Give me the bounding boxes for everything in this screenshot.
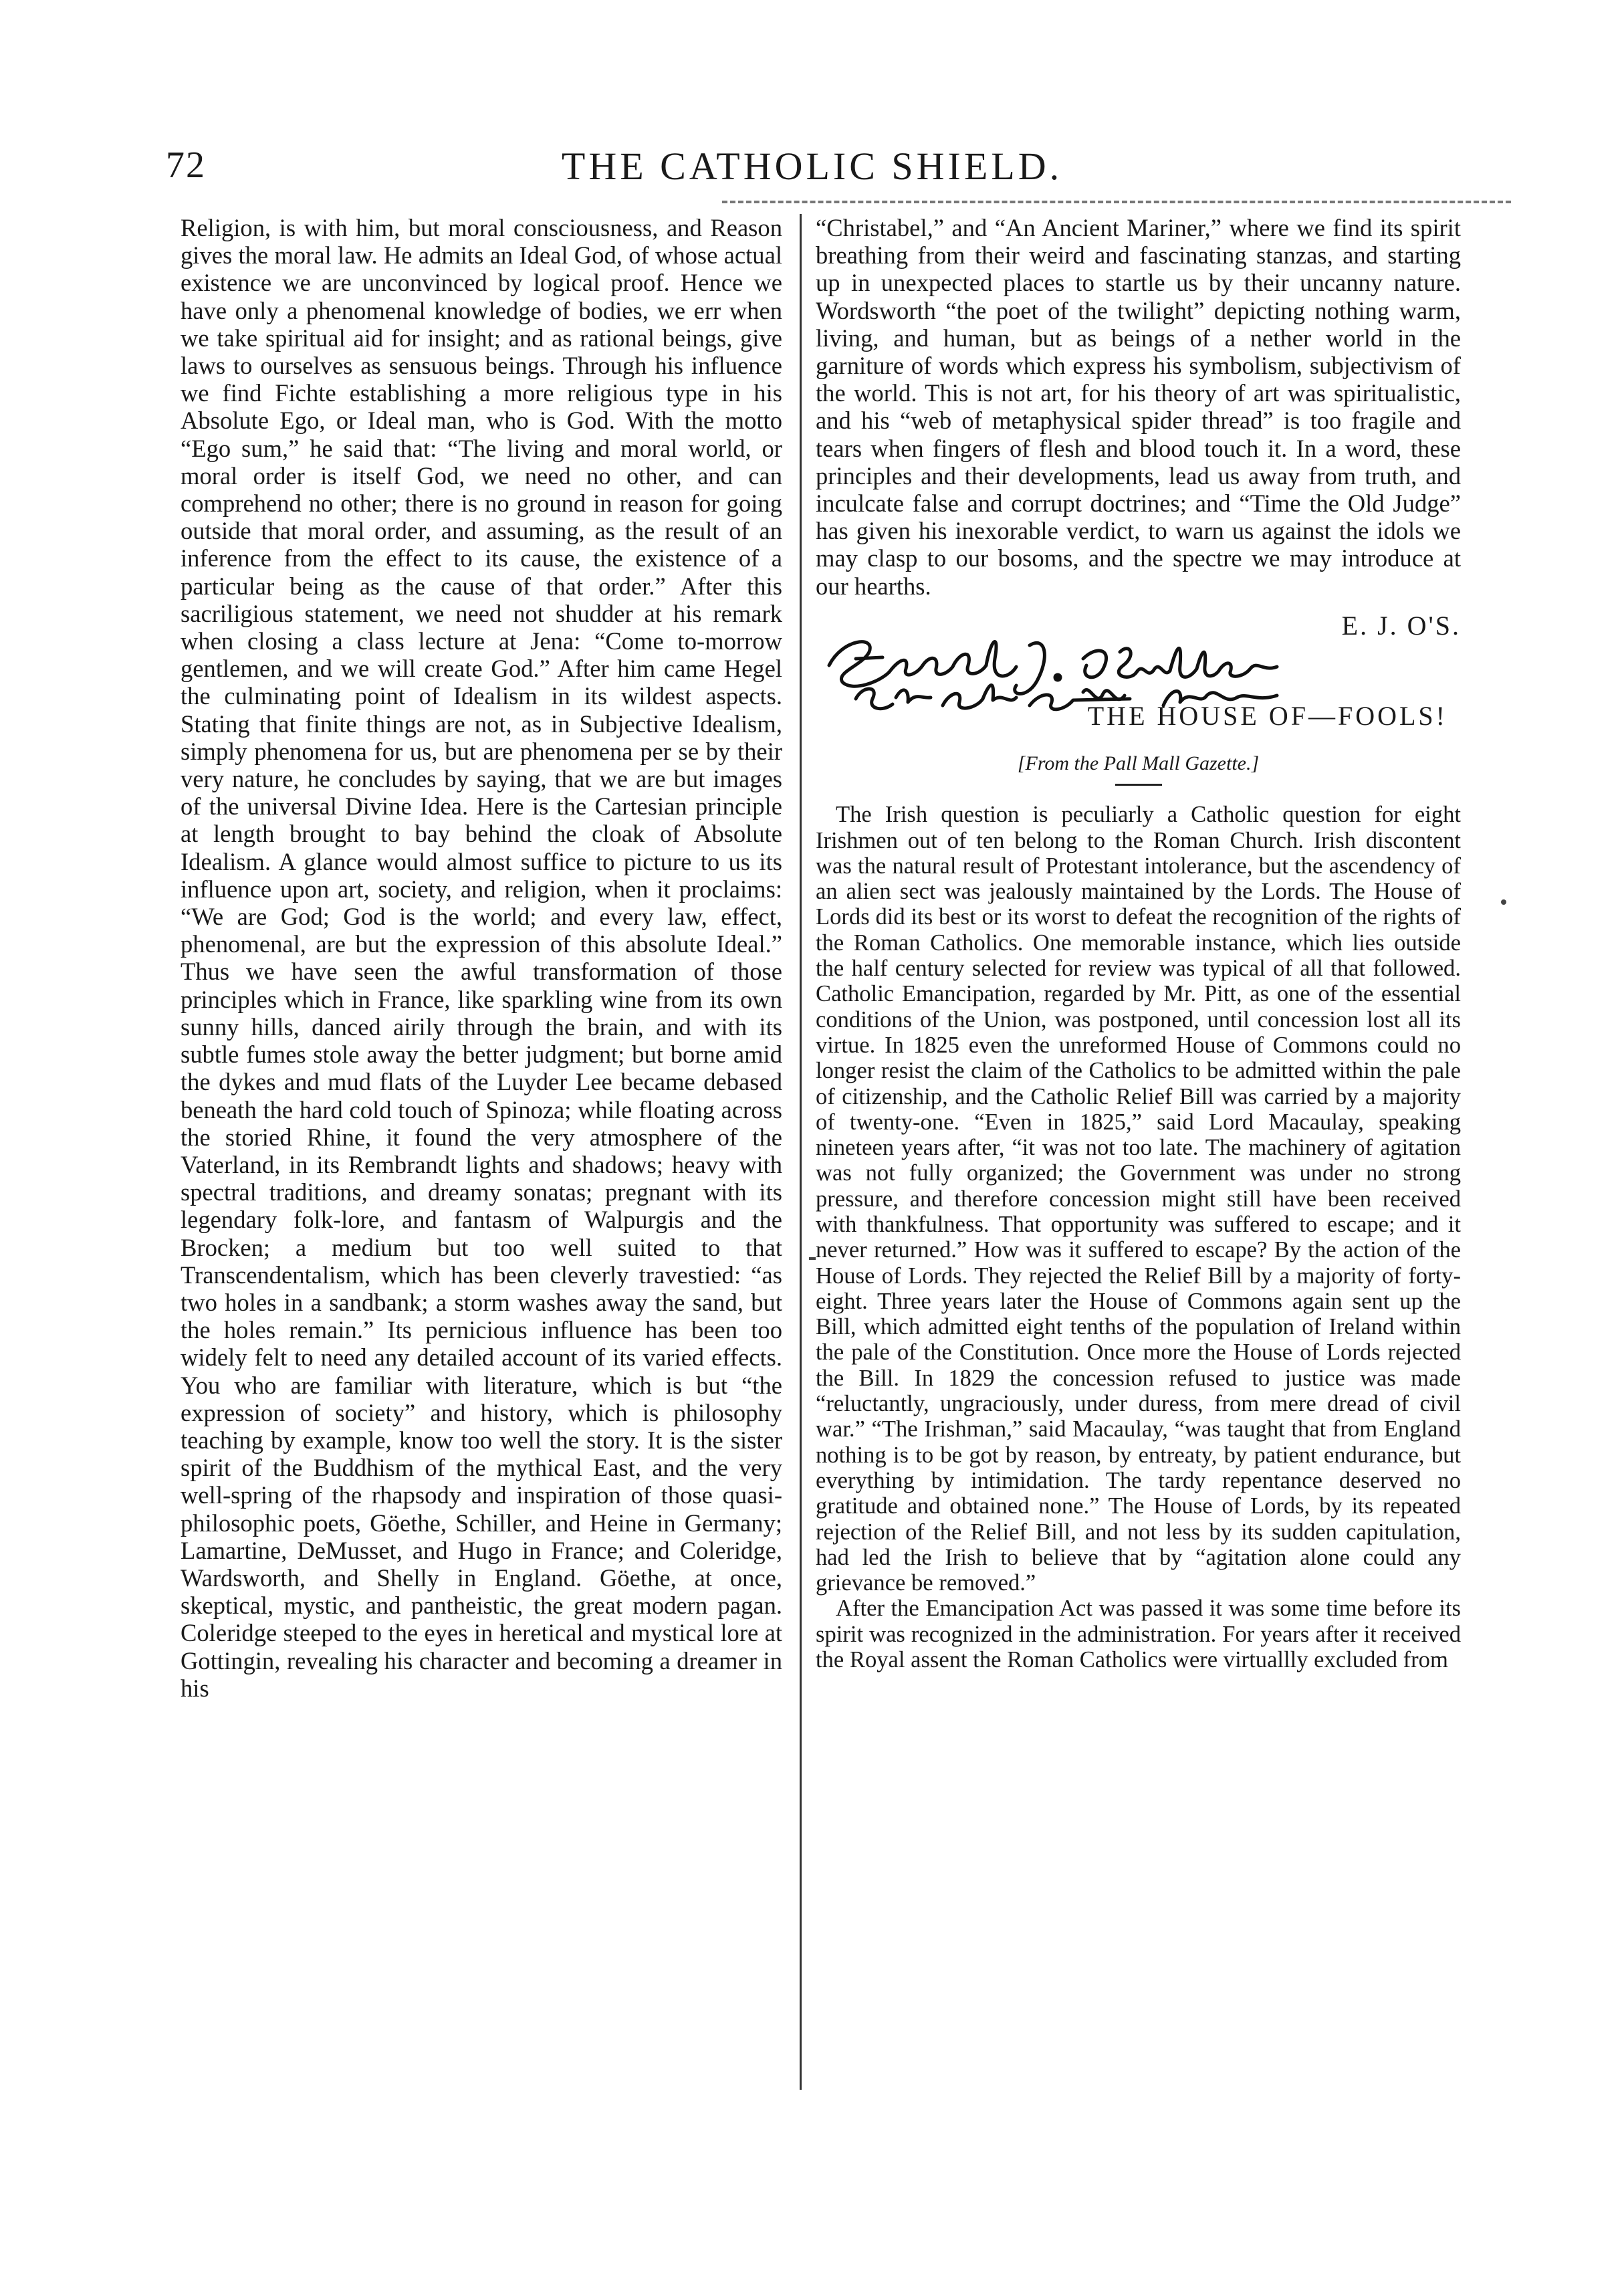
running-title: THE CATHOLIC SHIELD. <box>561 144 1063 188</box>
essay-continuation-paragraph: “Christabel,” and “An Ancient Mariner,” where we find its spirit breathing from their weird and fascinating stanzas, and starting up in unexpected places to startle us by their uncanny nature. Wordsworth “the poet of the twilight” depicting nothing warm, living, and human, but as beings of a nether world in the garniture of words which express his symbolism, subjectivism of the world. This is not art, for his theory of art was spiritualistic, and his “web of metaphysical spider thread” is too fragile and tears when fingers of flesh and blood touch it. In a word, these principles and their developments, lead us away from truth, and inculcate false and corrupt doctrines; and “Time the Old Judge” has given his inexorable verdict, to warn us against the idols we may clasp to our bosoms, and the spectre we may introduce at our hearths. <box>816 214 1461 600</box>
header-rule <box>722 201 1511 203</box>
left-column <box>181 214 782 1702</box>
author-initials: E. J. O'S. <box>1341 610 1461 641</box>
article-title: THE HOUSE OF—FOOLS! <box>1087 700 1447 731</box>
left-column-paragraph: Religion, is with him, but moral consciousness, and Reason gives the moral law. He admits an Ideal God, of whose actual existence we are unconvinced by logical proof. Hence we have only a phenomenal knowledge of bodies, we err when we take spiritual aid for insight; and as rational beings, give laws to ourselves as sensuous beings. Through his influence we find Fichte establishing a more religious type in his Absolute Ego, or Ideal man, who is God. With the motto “Ego sum,” he said that: “The living and moral world, or moral order is itself God, we need no other, and can comprehend no other; there is no ground in reason for going outside that moral order, and assuming, as the result of an inference from the effect to its cause, the existence of a particular being as the cause of that order.” After this sacriligious statement, we need not shudder at his remark when closing a class lecture at Jena: “Come to-morrow gentlemen, and we will create God.” After him came Hegel the culminating point of Idealism in its wildest aspects. Stating that finite things are not, as in Subjective Idealism, simply phenomena for us, but are phenomena per se by their very nature, he concludes by saying, that we are but images of the universal Divine Idea. Here is the Cartesian principle at length brought to bay behind the cloak of Absolute Idealism. A glance would almost suffice to picture to us its influence upon art, society, and religion, when it proclaims: “We are God; God is the world; and every law, effect, phenomenal, are but the expression of this absolute Ideal.” Thus we have seen the awful transformation of those principles which in France, like sparkling wine from its own sunny hills, danced airily through the brain, and with its subtle fumes stole away the better judgment; but borne amid the dykes and mud flats of the Luyder Lee became debased beneath the hard cold touch of Spinoza; while floating across the storied Rhine, it found the very atmosphere of the Vaterland, in its Rembrandt lights and shadows; heavy with spectral traditions, and dreamy sonatas; pregnant with its legendary folk-lore, and fantasm of Walpurgis and the Brocken; a medium but too well suited to that Transcendentalism, which has been cleverly travestied: “as two holes in a sandbank; a storm washes away the sand, but the holes remain.” Its pernicious influence has been too widely felt to need any detailed account of its varied effects. You who are familiar with literature, which is but “the expression of society” and history, which is philosophy teaching by example, know too well the story. It is the sister spirit of the Buddhism of the mythical East, and the very well-spring of the rhapsody and inspiration of those quasi-philosophic poets, Göethe, Schiller, and Heine in Germany; Lamartine, DeMusset, and Hugo in France; and Coleridge, Wardsworth, and Shelly in England. Göethe, at once, skeptical, mystic, and pantheistic, the great modern pagan. Coleridge steeped to the eyes in heretical and mystical lore at Gottingin, revealing his character and becoming a dreamer in his <box>181 214 782 1702</box>
stray-mark <box>809 1257 816 1260</box>
stray-mark <box>1501 899 1506 905</box>
column-divider <box>800 214 802 2090</box>
handwritten-signature <box>816 619 1297 726</box>
page-header <box>0 144 1624 197</box>
right-column <box>816 214 1461 1672</box>
article-paragraph: The Irish question is peculiarly a Catholic question for eight Irishmen out of ten belong to the Roman Church. Irish discontent was the natural result of Protestant intolerance, but the ascendency of an alien sect was jealously maintained by the Lords. The House of Lords did its best or its worst to defeat the recognition of the rights of the Roman Catholics. One memorable instance, which lies outside the half century selected for review was typical of all that followed. Catholic Emancipation, regarded by Mr. Pitt, as one of the essential conditions of the Union, was postponed, until concession lost all its virtue. In 1825 even the unreformed House of Commons could no longer resist the claim of the Catholics to be admitted within the pale of citizenship, and the Catholic Relief Bill was carried by a majority of twenty-one. “Even in 1825,” said Lord Macaulay, speaking nineteen years after, “it was not too late. The machinery of agitation was not fully organized; the Government was under no strong pressure, and therefore concession might still have been received with thankfulness. That opportunity was suffered to escape; and it never returned.” How was it suffered to escape? By the action of the House of Lords. They rejected the Relief Bill by a majority of forty-eight. Three years later the House of Commons again sent up the Bill, which admitted eight tenths of the population of Ireland within the pale of the Constitution. Once more the House of Lords rejected the Bill. In 1829 the concession refused to justice was made “reluctantly, ungraciously, under duress, from mere dread of civil war.” “The Irishman,” said Macaulay, “was taught that from England nothing is to be got by reason, by entreaty, by patient endurance, but everything by intimidation. The tardy repentance deserved no gratitude and obtained none.” The House of Lords, by its repeated rejection of the Relief Bill, and not less by its sudden capitulation, had led the Irish to believe that by “agitation alone could any grievance be removed.” <box>816 802 1461 1596</box>
signature-block <box>816 612 1461 729</box>
title-rule <box>1115 784 1162 786</box>
page-number: 72 <box>166 144 206 186</box>
article-paragraph: After the Emancipation Act was passed it was some time before its spirit was recognized in the administration. For years after it received the Royal assent the Roman Catholics were virtuallly excluded from <box>816 1596 1461 1673</box>
article-source: [From the Pall Mall Gazette.] <box>1017 752 1260 775</box>
article-body <box>816 802 1461 1672</box>
